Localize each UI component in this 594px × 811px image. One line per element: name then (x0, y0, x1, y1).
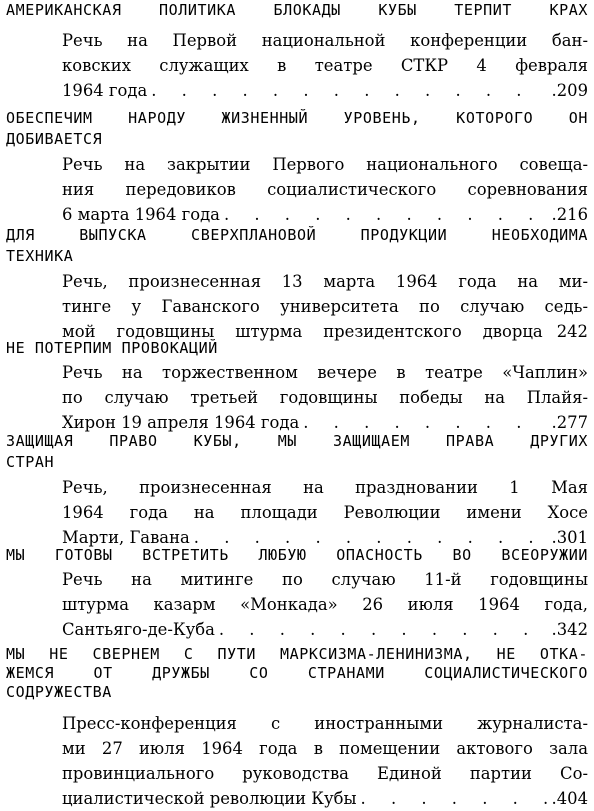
dot-leader (151, 78, 547, 103)
page-number: 242 (556, 322, 588, 341)
title-line: ТЕХНИКА (6, 247, 74, 265)
desc-line: Пресс-конференция с иностранными журналиста- (62, 714, 588, 733)
title-line: НЕ ПОТЕРПИМ ПРОВОКАЦИЙ (6, 339, 218, 357)
desc-last-line (62, 202, 588, 227)
entry-description (62, 567, 588, 642)
desc-line: Речь на закрытии Первого национального совеща- (62, 155, 588, 174)
desc-line: ми 27 июля 1964 года в помещении актового зала (62, 739, 588, 758)
desc-line: 6 марта 1964 года (62, 205, 220, 224)
toc-entry (6, 338, 588, 435)
dot-leader (224, 202, 548, 227)
desc-line: штурма казарм «Монкада» 26 июля 1964 года, (62, 595, 588, 614)
title-line: ДЛЯ ВЫПУСКА СВЕРХПЛАНОВОЙ ПРОДУКЦИИ НЕОБХОДИМА (6, 226, 588, 244)
toc-entry (6, 0, 588, 103)
desc-line: Сантьяго-де-Куба (62, 620, 215, 639)
entry-title (6, 645, 588, 702)
title-line: МЫ НЕ СВЕРНЕМ С ПУТИ МАРКСИЗМА-ЛЕНИНИЗМА, НЕ ОТКА- (6, 645, 588, 663)
desc-last-line (62, 617, 588, 642)
page-number: .342 (551, 620, 588, 639)
toc-entry (6, 225, 588, 344)
title-line: ЗАЩИЩАЯ ПРАВО КУБЫ, МЫ ЗАЩИЩАЕМ ПРАВА ДРУГИХ (6, 432, 588, 450)
toc-entry (6, 545, 588, 642)
dot-leader (219, 617, 548, 642)
title-line: ДОБИВАЕТСЯ (6, 130, 103, 148)
desc-line: Хирон 19 апреля 1964 года (62, 413, 300, 432)
entry-description (62, 475, 588, 550)
desc-line: провинциального руководства Единой партии Со- (62, 764, 588, 783)
desc-line: Марти, Гавана (62, 528, 190, 547)
desc-last-line (62, 786, 588, 811)
title-line: СТРАН (6, 453, 55, 471)
entry-title (6, 431, 588, 473)
page-number: .209 (551, 81, 588, 100)
desc-line: Речь на торжественном вечере в театре «Чаплин» (62, 363, 588, 382)
desc-line: Речь, произнесенная 13 марта 1964 года на ми- (62, 272, 588, 291)
title-line: МЫ ГОТОВЫ ВСТРЕТИТЬ ЛЮБУЮ ОПАСНОСТЬ ВО ВСЕОРУЖИИ (6, 546, 588, 564)
entry-title (6, 338, 588, 359)
desc-last-line (62, 78, 588, 103)
entry-title (6, 108, 588, 150)
desc-line: Речь на митинге по случаю 11-й годовщины (62, 570, 588, 589)
dot-leader (361, 786, 548, 811)
page-number: .216 (551, 205, 588, 224)
toc-entry (6, 645, 588, 811)
page-number: .277 (551, 413, 588, 432)
toc-entry (6, 108, 588, 227)
page-number: .301 (551, 528, 588, 547)
desc-line: ния передовиков социалистического соревнования (62, 180, 588, 199)
title-line: ОБЕСПЕЧИМ НАРОДУ ЖИЗНЕННЫЙ УРОВЕНЬ, КОТОРОГО ОН (6, 109, 588, 127)
desc-line: по случаю третьей годовщины победы на Плайя- (62, 388, 588, 407)
page-number: .404 (551, 789, 588, 808)
desc-line: ковских служащих в театре СТКР 4 февраля (62, 56, 588, 75)
desc-line: Речь, произнесенная на праздновании 1 Мая (62, 478, 588, 497)
entry-description (62, 28, 588, 103)
desc-line: 1964 года (62, 81, 148, 100)
title-line: СОДРУЖЕСТВА (6, 683, 112, 701)
entry-title (6, 545, 588, 566)
desc-line: циалистической революции Кубы (62, 789, 357, 808)
title-line: АМЕРИКАНСКАЯ ПОЛИТИКА БЛОКАДЫ КУБЫ ТЕРПИТ КРАХ (6, 1, 588, 19)
desc-line: Речь на Первой национальной конференции бан- (62, 31, 588, 50)
desc-line: 1964 года на площади Революции имени Хосе (62, 503, 588, 522)
entry-title (6, 225, 588, 267)
entry-description (62, 269, 588, 344)
title-line: ЖЕМСЯ ОТ ДРУЖБЫ СО СТРАНАМИ СОЦИАЛИСТИЧЕСКОГО (6, 664, 588, 682)
entry-title (6, 0, 588, 21)
entry-description (62, 152, 588, 227)
toc-entry (6, 431, 588, 550)
desc-line: тинге у Гаванского университета по случаю седь- (62, 297, 588, 316)
desc-line: мой годовщины штурма президентского дворца (62, 322, 543, 341)
entry-description (62, 711, 588, 811)
entry-description (62, 360, 588, 435)
